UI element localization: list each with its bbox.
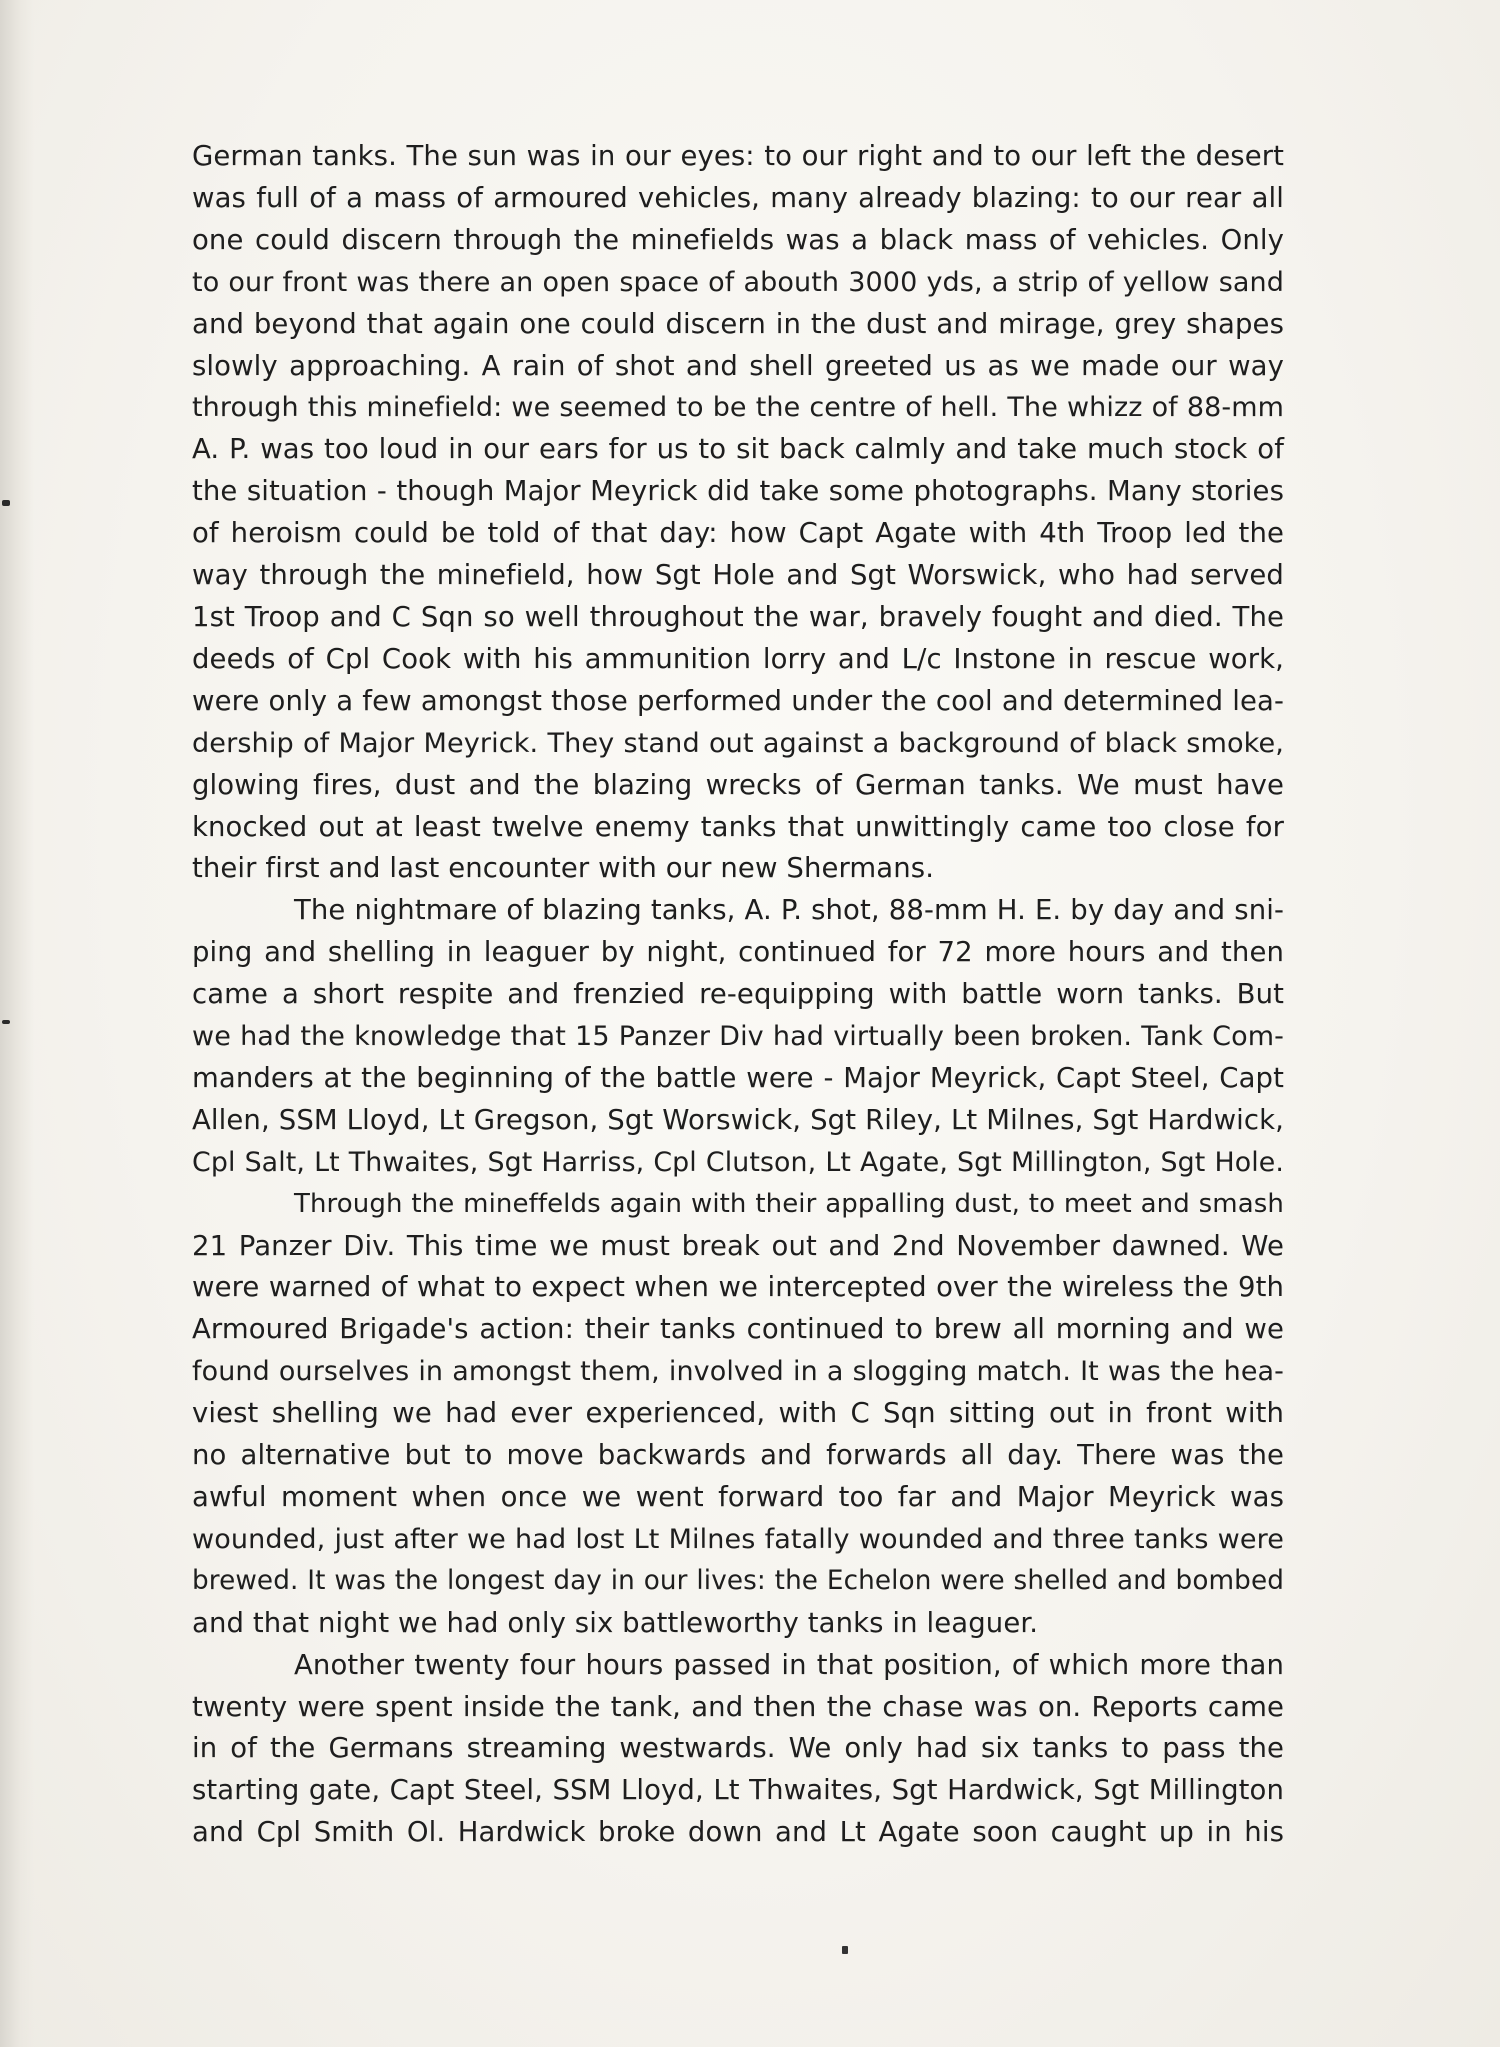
text-line: we had the knowledge that 15 Panzer Div had virtually been broken. Tank Com- (192, 1021, 1284, 1053)
text-line: brewed. It was the longest day in our lives: the Echelon were shelled and bombed (192, 1565, 1284, 1596)
text-line: deeds of Cpl Cook with his ammunition lorry and L/c Instone in rescue work, (192, 642, 1284, 675)
text-line: starting gate, Capt Steel, SSM Lloyd, Lt Thwaites, Sgt Hardwick, Sgt Millington (192, 1774, 1284, 1807)
text-line: were warned of what to expect when we intercepted over the wireless the 9th (192, 1271, 1284, 1304)
text-line: were only a few amongst those performed under the cool and determined lea- (192, 684, 1284, 717)
text-line: glowing fires, dust and the blazing wrecks of German tanks. We must have (192, 768, 1284, 801)
text-line: no alternative but to move backwards and forwards all day. There was the (192, 1439, 1284, 1472)
text-line: came a short respite and frenzied re-equipping with battle worn tanks. But (192, 978, 1284, 1011)
text-line: and Cpl Smith Ol. Hardwick broke down and Lt Agate soon caught up in his (192, 1816, 1284, 1849)
text-line: 1st Troop and C Sqn so well throughout the war, bravely fought and died. The (192, 600, 1284, 633)
text-line: twenty were spent inside the tank, and then the chase was on. Reports came (192, 1690, 1284, 1723)
bottom-ink-mark (842, 1946, 848, 1954)
text-line: ping and shelling in leaguer by night, continued for 72 more hours and then (192, 936, 1284, 969)
text-line: through this minefield: we seemed to be the centre of hell. The whizz of 88-mm (192, 392, 1284, 424)
text-line: way through the minefield, how Sgt Hole and Sgt Worswick, who had served (192, 559, 1284, 592)
text-line: of heroism could be told of that day: how Capt Agate with 4th Troop led the (192, 517, 1284, 550)
text-line: Armoured Brigade's action: their tanks continued to brew all morning and we (192, 1313, 1284, 1346)
text-line: and that night we had only six battleworthy tanks in leaguer. (192, 1606, 1039, 1639)
text-line: knocked out at least twelve enemy tanks that unwittingly came too close for (192, 810, 1284, 843)
text-line: dership of Major Meyrick. They stand out against a background of black smoke, (192, 727, 1284, 759)
text-line: Through the mineffelds again with their appalling dust, to meet and smash (294, 1188, 1284, 1219)
text-line: to our front was there an open space of abouth 3000 yds, a strip of yellow sand (192, 266, 1284, 298)
text-line: wounded, just after we had lost Lt Milnes fatally wounded and three tanks were (192, 1523, 1284, 1555)
text-line: was full of a mass of armoured vehicles, many already blazing: to our rear all (192, 181, 1284, 214)
text-line: 21 Panzer Div. This time we must break out and 2nd November dawned. We (192, 1229, 1284, 1262)
left-margin-mark (2, 500, 10, 506)
text-line: one could discern through the minefields was a black mass of vehicles. Only (192, 223, 1284, 256)
text-line: and beyond that again one could discern in the dust and mirage, grey shapes (192, 307, 1284, 340)
left-margin-mark (2, 1020, 10, 1024)
text-line: their first and last encounter with our new Shermans. (192, 852, 935, 885)
text-line: German tanks. The sun was in our eyes: to our right and to our left the desert (192, 140, 1284, 172)
text-line: Allen, SSM Lloyd, Lt Gregson, Sgt Worswick, Sgt Riley, Lt Milnes, Sgt Hardwick, (192, 1103, 1284, 1136)
text-line: awful moment when once we went forward too far and Major Meyrick was (192, 1481, 1284, 1513)
text-line: manders at the beginning of the battle were - Major Meyrick, Capt Steel, Capt (192, 1061, 1284, 1094)
body-text (192, 136, 1284, 1854)
text-line: the situation - though Major Meyrick did take some photographs. Many stories (192, 475, 1284, 508)
text-line: Cpl Salt, Lt Thwaites, Sgt Harriss, Cpl Clutson, Lt Agate, Sgt Millington, Sgt Hole. (192, 1146, 1284, 1178)
text-line: slowly approaching. A rain of shot and shell greeted us as we made our way (192, 349, 1284, 382)
text-line: found ourselves in amongst them, involved in a slogging match. It was the hea- (192, 1356, 1284, 1388)
text-line: in of the Germans streaming westwards. We only had six tanks to pass the (192, 1732, 1284, 1765)
text-line: Another twenty four hours passed in that position, of which more than (294, 1648, 1284, 1681)
text-line: A. P. was too loud in our ears for us to sit back calmly and take much stock of (192, 433, 1284, 466)
text-line: The nightmare of blazing tanks, A. P. shot, 88-mm H. E. by day and sni- (294, 894, 1284, 927)
text-line: viest shelling we had ever experienced, with C Sqn sitting out in front with (192, 1397, 1284, 1430)
